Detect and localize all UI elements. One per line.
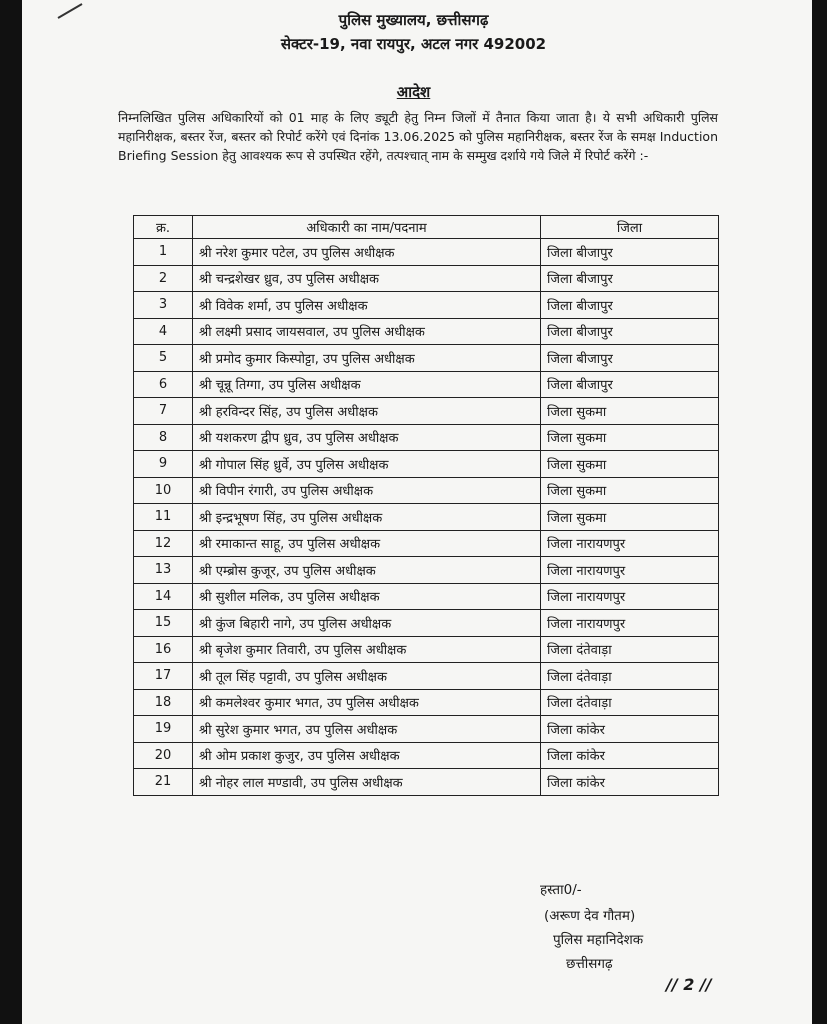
row-district: जिला बीजापुर xyxy=(541,292,719,319)
row-officer-name: श्री एम्ब्रोस कुजूर, उप पुलिस अधीक्षक xyxy=(193,557,541,584)
row-officer-name: श्री लक्ष्मी प्रसाद जायसवाल, उप पुलिस अधीक्षक xyxy=(193,318,541,345)
row-serial: 20 xyxy=(134,742,193,769)
table-row xyxy=(134,424,719,451)
row-serial: 15 xyxy=(134,610,193,637)
row-serial: 21 xyxy=(134,769,193,796)
row-serial: 4 xyxy=(134,318,193,345)
header-office: पुलिस मुख्यालय, छत्तीसगढ़ xyxy=(338,11,489,29)
row-serial: 7 xyxy=(134,398,193,425)
table-row xyxy=(134,398,719,425)
row-officer-name: श्री विपीन रंगारी, उप पुलिस अधीक्षक xyxy=(193,477,541,504)
table-row xyxy=(134,371,719,398)
row-officer-name: श्री बृजेश कुमार तिवारी, उप पुलिस अधीक्षक xyxy=(193,636,541,663)
row-district: जिला बीजापुर xyxy=(541,265,719,292)
row-serial: 13 xyxy=(134,557,193,584)
table-row xyxy=(134,504,719,531)
table-row xyxy=(134,663,719,690)
row-district: जिला सुकमा xyxy=(541,424,719,451)
table-row xyxy=(134,689,719,716)
header-district: जिला xyxy=(541,216,719,239)
row-district: जिला नारायणपुर xyxy=(541,530,719,557)
row-serial: 14 xyxy=(134,583,193,610)
row-district: जिला सुकमा xyxy=(541,398,719,425)
row-officer-name: श्री सुरेश कुमार भगत, उप पुलिस अधीक्षक xyxy=(193,716,541,743)
signed-mark: हस्ता0/- xyxy=(540,882,582,898)
row-district: जिला नारायणपुर xyxy=(541,557,719,584)
row-officer-name: श्री रमाकान्त साहू, उप पुलिस अधीक्षक xyxy=(193,530,541,557)
row-officer-name: श्री विवेक शर्मा, उप पुलिस अधीक्षक xyxy=(193,292,541,319)
signatory-name: (अरूण देव गौतम) xyxy=(544,908,636,924)
row-district: जिला बीजापुर xyxy=(541,239,719,266)
row-district: जिला दंतेवाड़ा xyxy=(541,636,719,663)
officers-table xyxy=(133,215,719,796)
row-district: जिला बीजापुर xyxy=(541,371,719,398)
row-officer-name: श्री चन्द्रशेखर ध्रुव, उप पुलिस अधीक्षक xyxy=(193,265,541,292)
row-officer-name: श्री कुंज बिहारी नागे, उप पुलिस अधीक्षक xyxy=(193,610,541,637)
row-district: जिला कांकेर xyxy=(541,716,719,743)
row-district: जिला बीजापुर xyxy=(541,318,719,345)
row-serial: 16 xyxy=(134,636,193,663)
table-row xyxy=(134,239,719,266)
row-district: जिला सुकमा xyxy=(541,477,719,504)
table-row xyxy=(134,769,719,796)
row-serial: 6 xyxy=(134,371,193,398)
table-row xyxy=(134,636,719,663)
table-row xyxy=(134,477,719,504)
row-district: जिला कांकेर xyxy=(541,769,719,796)
table-row xyxy=(134,610,719,637)
table-row xyxy=(134,451,719,478)
row-district: जिला दंतेवाड़ा xyxy=(541,689,719,716)
header-serial: क्र. xyxy=(134,216,193,239)
row-officer-name: श्री नोहर लाल मण्डावी, उप पुलिस अधीक्षक xyxy=(193,769,541,796)
row-serial: 19 xyxy=(134,716,193,743)
row-officer-name: श्री तूल सिंह पट्टावी, उप पुलिस अधीक्षक xyxy=(193,663,541,690)
row-district: जिला बीजापुर xyxy=(541,345,719,372)
row-officer-name: श्री यशकरण द्वीप ध्रुव, उप पुलिस अधीक्षक xyxy=(193,424,541,451)
row-officer-name: श्री नरेश कुमार पटेल, उप पुलिस अधीक्षक xyxy=(193,239,541,266)
row-serial: 8 xyxy=(134,424,193,451)
page-number: // 2 // xyxy=(666,975,712,994)
row-district: जिला कांकेर xyxy=(541,742,719,769)
row-officer-name: श्री चून्नू तिग्गा, उप पुलिस अधीक्षक xyxy=(193,371,541,398)
row-district: जिला सुकमा xyxy=(541,451,719,478)
row-serial: 17 xyxy=(134,663,193,690)
table-row xyxy=(134,292,719,319)
row-serial: 1 xyxy=(134,239,193,266)
row-serial: 9 xyxy=(134,451,193,478)
row-serial: 2 xyxy=(134,265,193,292)
table-header-row xyxy=(134,216,719,239)
header-name: अधिकारी का नाम/पदनाम xyxy=(193,216,541,239)
table-row xyxy=(134,557,719,584)
signatory-state: छत्तीसगढ़ xyxy=(566,956,613,972)
row-serial: 18 xyxy=(134,689,193,716)
table-row xyxy=(134,742,719,769)
row-district: जिला नारायणपुर xyxy=(541,583,719,610)
row-serial: 3 xyxy=(134,292,193,319)
row-officer-name: श्री कमलेश्वर कुमार भगत, उप पुलिस अधीक्षक xyxy=(193,689,541,716)
table-row xyxy=(134,716,719,743)
table-row xyxy=(134,583,719,610)
row-officer-name: श्री ओम प्रकाश कुजुर, उप पुलिस अधीक्षक xyxy=(193,742,541,769)
table-row xyxy=(134,530,719,557)
order-body-text: निम्नलिखित पुलिस अधिकारियों को 01 माह के लिए ड्यूटी हेतु निम्न जिलों में तैनात किया जाता है। ये सभी अधिकारी पुलिस महानिरीक्षक, बस्तर रेंज, बस्तर को रिपोर्ट करेंगे एवं दिनांक 13.06.2025 को पुलिस महानिरीक्षक, बस्तर रेंज के समक्ष Induction Briefing Session हेतु आवश्यक रूप से उपस्थित रहेंगे, तत्पश्चात् नाम के सम्मुख दर्शाये गये जिले में रिपोर्ट करेंगे :- xyxy=(118,110,718,163)
row-serial: 11 xyxy=(134,504,193,531)
row-district: जिला सुकमा xyxy=(541,504,719,531)
row-serial: 5 xyxy=(134,345,193,372)
row-officer-name: श्री सुशील मलिक, उप पुलिस अधीक्षक xyxy=(193,583,541,610)
row-officer-name: श्री गोपाल सिंह ध्रुर्वे, उप पुलिस अधीक्षक xyxy=(193,451,541,478)
row-serial: 10 xyxy=(134,477,193,504)
row-officer-name: श्री प्रमोद कुमार किस्पोट्टा, उप पुलिस अधीक्षक xyxy=(193,345,541,372)
row-officer-name: श्री इन्द्रभूषण सिंह, उप पुलिस अधीक्षक xyxy=(193,504,541,531)
order-title: आदेश xyxy=(396,83,431,101)
row-district: जिला नारायणपुर xyxy=(541,610,719,637)
table-row xyxy=(134,265,719,292)
row-district: जिला दंतेवाड़ा xyxy=(541,663,719,690)
table-row xyxy=(134,345,719,372)
row-serial: 12 xyxy=(134,530,193,557)
row-officer-name: श्री हरविन्दर सिंह, उप पुलिस अधीक्षक xyxy=(193,398,541,425)
table-row xyxy=(134,318,719,345)
signatory-designation: पुलिस महानिदेशक xyxy=(553,932,644,948)
header-address: सेक्टर-19, नवा रायपुर, अटल नगर 492002 xyxy=(280,35,547,53)
